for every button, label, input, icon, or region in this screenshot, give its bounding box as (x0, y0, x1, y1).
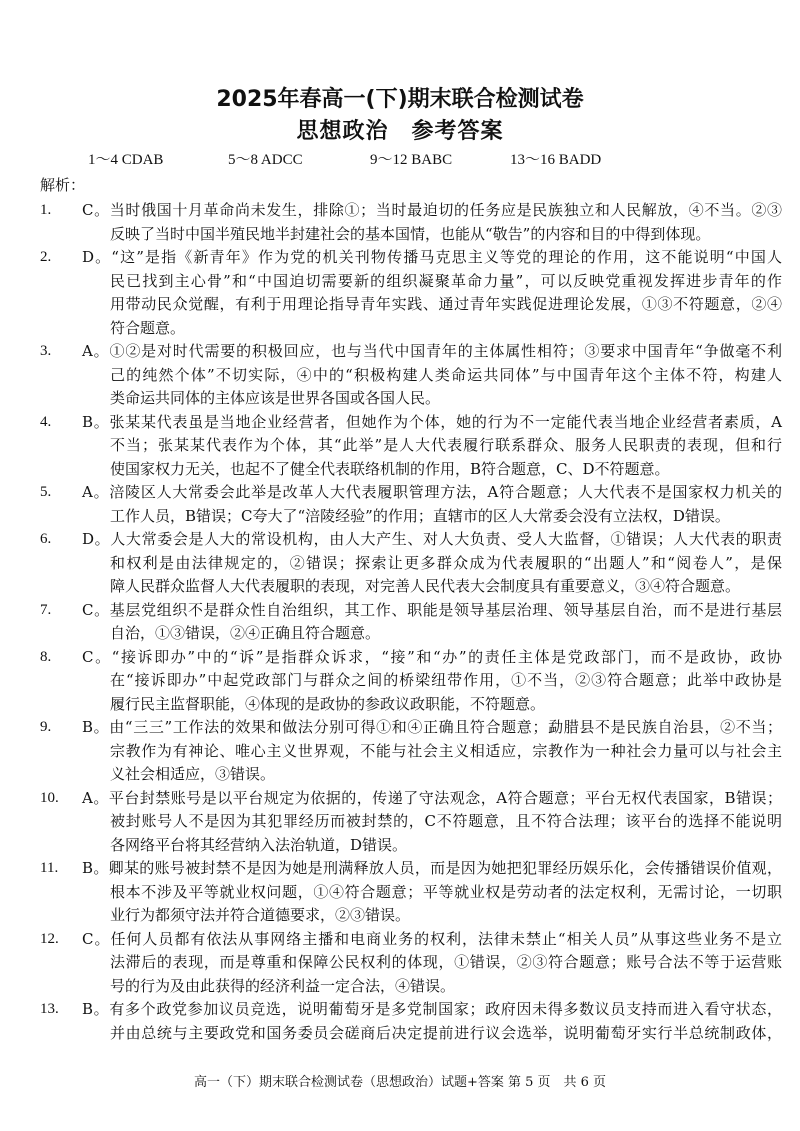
item-text-line: C。任何人员都有依法从事网络主播和电商业务的权利，法律未禁止“相关人员”从事这些业务不是立 (82, 929, 782, 948)
analysis-item (0, 340, 800, 411)
item-number: 1. (40, 202, 52, 218)
analysis-item (0, 646, 800, 717)
item-text-line: B。有多个政党参加议员竞选，说明葡萄牙是多党制国家；政府因未得多数议员支持而进入看守状态， (82, 1000, 782, 1018)
analysis-item (0, 199, 800, 246)
answer-group: 5～8 ADCC (228, 152, 303, 168)
item-text-line: 工作人员，B错误；C夸大了“涪陵经验”的作用；直辖市的区人大常委会没有立法权，D错误。 (110, 506, 730, 525)
item-text-line: 被封账号人不是因为其犯罪经历而被封禁的，C不符题意，且不符合法理；该平台的选择不能说明 (110, 812, 782, 830)
document-subtitle: 思想政治 参考答案 (296, 119, 504, 144)
item-text-line: 义社会相适应，③错误。 (110, 765, 276, 783)
analysis-item (0, 246, 800, 340)
item-text-line: D。人大常委会是人大的常设机构，由人大产生、对人大负责、受人大监督，①错误；人大代表的职责 (82, 530, 782, 548)
answer-key (0, 148, 800, 168)
item-text-line: 履行民主监督职能，④体现的是政协的参政议政职能，不符题意。 (110, 694, 546, 713)
analysis-item (0, 928, 800, 999)
item-text-line: A。①②是对时代需要的积极回应，也与当代中国青年的主体属性相符；③要求中国青年“争做毫不利 (82, 342, 782, 360)
item-text-line: 类命运共同体的主体应该是世界各国或各国人民。 (110, 389, 441, 407)
item-text-line: 号的行为及由此获得的经济利益一定合法，④错误。 (110, 976, 456, 995)
item-number: 3. (40, 343, 52, 359)
item-number: 8. (40, 648, 52, 665)
item-number: 5. (40, 484, 52, 500)
item-text-line: 和权利是由法律规定的，②错误；探索让更多群众成为代表履职的“出题人”和“阅卷人”，是保 (110, 553, 782, 572)
item-text-line: 用带动民众觉醒，有利于用理论指导青年实践、通过青年实践促进理论发展，①③不符题意，②④ (110, 295, 782, 313)
item-text-line: 障人民群众监督人大代表履职的表现，对完善人民代表大会制度具有重要意义，③④符合题意。 (110, 577, 741, 595)
item-text-line: 根本不涉及平等就业权问题，①④符合题意；平等就业权是劳动者的法定权利，无需讨论，一切职 (110, 882, 782, 901)
item-number: 12. (40, 930, 59, 947)
item-number: 11. (40, 860, 59, 876)
analysis-item (0, 857, 800, 928)
item-number: 2. (40, 249, 52, 265)
analysis-heading: 解析： (40, 176, 86, 194)
item-number: 4. (40, 413, 52, 430)
analysis-item (0, 481, 800, 528)
item-number: 9. (40, 719, 52, 735)
item-text-line: 宗教作为有神论、唯心主义世界观，不能与社会主义相适应，宗教作为一种社会力量可以与社会主 (110, 741, 782, 760)
item-text-line: 自治，①③错误，②④正确且符合题意。 (110, 624, 381, 642)
item-text-line: 己的纯然个体”不切实际，④中的“积极构建人类命运共同体”与中国青年这个主体不符，构建人 (110, 365, 782, 384)
item-text-line: 并由总统与主要政党和国务委员会磋商后决定提前进行议会选举，说明葡萄牙实行半总统制政体， (110, 1023, 782, 1042)
item-text-line: C。基层党组织不是群众性自治组织，其工作、职能是领导基层治理、领导基层自治，而不是进行基层 (82, 600, 782, 619)
page-footer: 高一（下）期末联合检测试卷（思想政治）试题+答案 第 5 页 共 6 页 (193, 1075, 607, 1090)
item-text-line: 法滞后的表现，而是尊重和保障公民权利的体现，①错误，②③符合题意；账号合法不等于运营账 (110, 953, 782, 971)
item-text-line: 民已找到主心骨”和“中国迫切需要新的组织凝聚革命力量”，可以反映党重视发挥进步青年的作 (110, 271, 782, 290)
item-text-line: B。卿某的账号被封禁不是因为她是刑满释放人员，而是因为她把犯罪经历娱乐化，会传播错误价值观， (82, 859, 782, 877)
analysis-item (0, 716, 800, 787)
item-text-line: 各网络平台将其经营纳入法治轨道，D错误。 (110, 835, 408, 854)
item-text-line: B。张某某代表虽是当地企业经营者，但她作为个体，她的行为不一定能代表当地企业经营者素质，A (82, 412, 782, 431)
item-text-line: C。当时俄国十月革命尚未发生，排除①；当时最迫切的任务应是民族独立和人民解放，④不当。②③ (82, 201, 782, 219)
item-text-line: 不当；张某某代表作为个体，其“此举”是人大代表履行联系群众、服务人民职责的表现，但和行 (110, 436, 782, 454)
item-text-line: 反映了当时中国半殖民地半封建社会的基本国情，也能从“敬告”的内容和目的中得到体现。 (110, 224, 711, 243)
answer-group: 1～4 CDAB (88, 152, 164, 168)
item-text-line: 业行为都须守法并符合道德要求，②③错误。 (110, 906, 411, 924)
analysis-item (0, 411, 800, 482)
analysis-item (0, 528, 800, 599)
item-text-line: 在“接诉即办”中起党政部门与群众之间的桥梁纽带作用，①不当，②③符合题意；此举中政协是 (110, 671, 782, 689)
item-text-line: A。平台封禁账号是以平台规定为依据的，传递了守法观念，A符合题意；平台无权代表国家，B错误； (82, 788, 782, 807)
item-text-line: C。“接诉即办”中的“诉”是指群众诉求，“接”和“办”的责任主体是党政部门，而不是政协，政协 (82, 647, 782, 666)
answer-group: 9～12 BABC (370, 152, 453, 168)
analysis-list (0, 199, 800, 1045)
item-text-line: B。由“三三”工作法的效果和做法分别可得①和④正确且符合题意；勐腊县不是民族自治县，②不当； (82, 718, 782, 736)
analysis-item (0, 599, 800, 646)
analysis-item (0, 787, 800, 858)
item-number: 7. (40, 601, 52, 618)
item-number: 6. (40, 531, 52, 547)
analysis-item (0, 998, 800, 1045)
item-number: 10. (40, 789, 59, 806)
item-text-line: 符合题意。 (110, 318, 186, 337)
item-text-line: A。涪陵区人大常委会此举是改革人大代表履职管理方法，A符合题意；人大代表不是国家权力机关的 (82, 483, 782, 501)
answer-group: 13～16 BADD (510, 152, 602, 168)
item-text-line: 使国家权力无关，也起不了健全代表联络机制的作用，B符合题意，C、D不符题意。 (110, 459, 670, 478)
document-title: 2025年春高一(下)期末联合检测试卷 (216, 87, 584, 112)
item-text-line: D。“这”是指《新青年》作为党的机关刊物传播马克思主义等党的理论的作用，这不能说明“中国人 (82, 248, 782, 266)
item-number: 13. (40, 1001, 59, 1017)
